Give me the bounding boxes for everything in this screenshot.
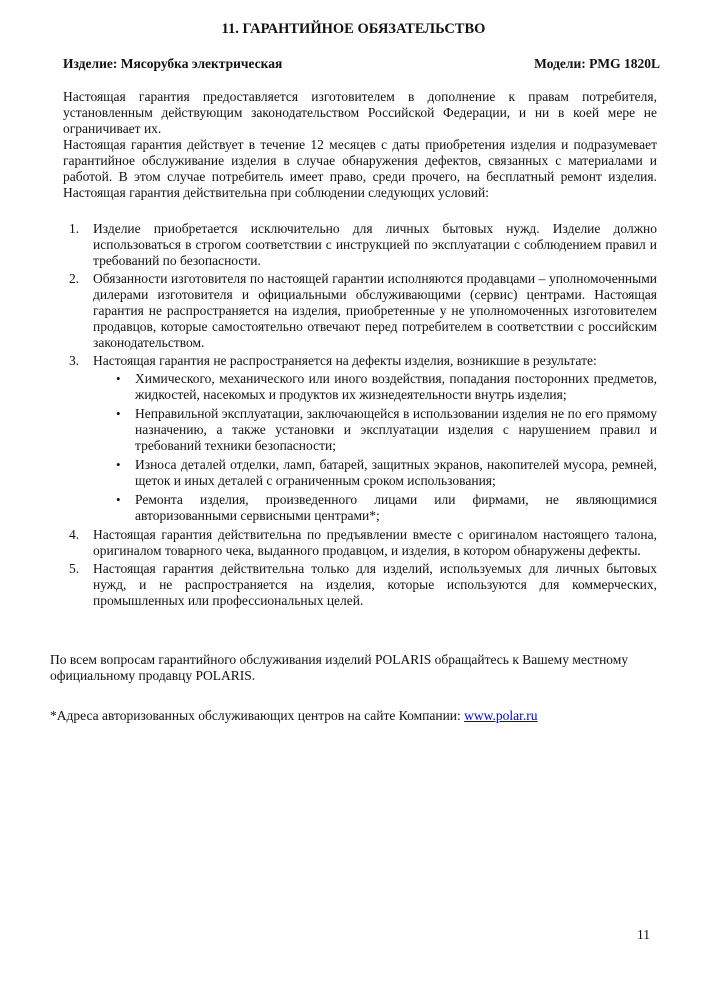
exclusion-text: Износа деталей отделки, ламп, батарей, защитных экранов, накопителей мусора, ремней, щеток и иных деталей с ограниченным сроком использования; [135, 457, 657, 488]
bullet-icon: • [116, 371, 121, 386]
exclusion-text: Ремонта изделия, произведенного лицами или фирмами, не являющимися авторизованными сервисными центрами*; [135, 492, 657, 523]
website-link[interactable]: www.polar.ru [464, 708, 538, 723]
condition-item [63, 353, 657, 524]
conditions-list [63, 221, 657, 609]
condition-number: 2. [69, 271, 80, 286]
condition-text: Настоящая гарантия действительна только для изделий, используемых для личных бытовых нужд, и не распространяется на изделия, которые используются для коммерческих, промышленных или профессиональных целей. [93, 561, 657, 608]
exclusion-item [93, 371, 657, 403]
exclusion-item [93, 492, 657, 524]
bullet-icon: • [116, 492, 121, 507]
condition-item [63, 527, 657, 559]
condition-text: Настоящая гарантия действительна по предъявлении вместе с оригиналом настоящего талона, оригиналом товарного чека, выданного продавцом, и изделия, в котором обнаружены дефекты. [93, 527, 657, 558]
intro-paragraph-2: Настоящая гарантия действует в течение 12 месяцев с даты приобретения изделия и подразумевает гарантийное обслуживание изделия в случае обнаружения дефектов, связанных с материалами и работой. В этом случае потребитель имеет право, среди прочего, на бесплатный ремонт изделия. Настоящая гарантия действительна при соблюдении следующих условий: [63, 137, 657, 200]
exclusion-item [93, 457, 657, 489]
condition-item [63, 221, 657, 269]
condition-text: Изделие приобретается исключительно для личных бытовых нужд. Изделие должно использоваться в строгом соответствии с инструкцией по эксплуатации с соблюдением правил и требований по безопасности. [93, 221, 657, 268]
footnote [50, 708, 670, 724]
product-row [63, 56, 660, 72]
bullet-icon: • [116, 406, 121, 421]
condition-number: 1. [69, 221, 80, 236]
page-number: 11 [637, 927, 650, 942]
footnote-text: *Адреса авторизованных обслуживающих центров на сайте Компании: [50, 708, 465, 723]
condition-number: 3. [69, 353, 80, 368]
exclusion-item [93, 406, 657, 454]
bullet-icon: • [116, 457, 121, 472]
condition-number: 5. [69, 561, 80, 576]
exclusion-text: Химического, механического или иного воздействия, попадания посторонних предметов, жидкостей, насекомых и продуктов их жизнедеятельности внутрь изделия; [135, 371, 657, 402]
intro-paragraph-1: Настоящая гарантия предоставляется изготовителем в дополнение к правам потребителя, установленным действующим законодательством Российской Федерации, и ни в коей мере не ограничивает их. [63, 89, 657, 136]
condition-number: 4. [69, 527, 80, 542]
exclusions-list [93, 371, 657, 524]
condition-item [63, 271, 657, 351]
contact-paragraph: По всем вопросам гарантийного обслуживания изделий POLARIS обращайтесь к Вашему местному официальному продавцу POLARIS. [50, 652, 629, 683]
product-label: Изделие: Мясорубка электрическая [63, 56, 283, 71]
model-label: Модели: PMG 1820L [534, 56, 660, 71]
condition-item [63, 561, 657, 609]
condition-text: Настоящая гарантия не распространяется на дефекты изделия, возникшие в результате: [93, 353, 597, 368]
page-title: 11. ГАРАНТИЙНОЕ ОБЯЗАТЕЛЬСТВО [221, 21, 486, 37]
exclusion-text: Неправильной эксплуатации, заключающейся в использовании изделия не по его прямому назначению, а также установки и эксплуатации изделия с нарушением правил и требований техники безопасности; [135, 406, 657, 453]
condition-text: Обязанности изготовителя по настоящей гарантии исполняются продавцами – уполномоченными дилерами изготовителя и официальными обслуживающими (сервис) центрами. Настоящая гарантия не распространяется на изделия, приобретенные у не уполномоченных изготовителем продавцов, которые самостоятельно отвечают перед потребителем в соответствии с российским законодательством. [93, 271, 657, 350]
